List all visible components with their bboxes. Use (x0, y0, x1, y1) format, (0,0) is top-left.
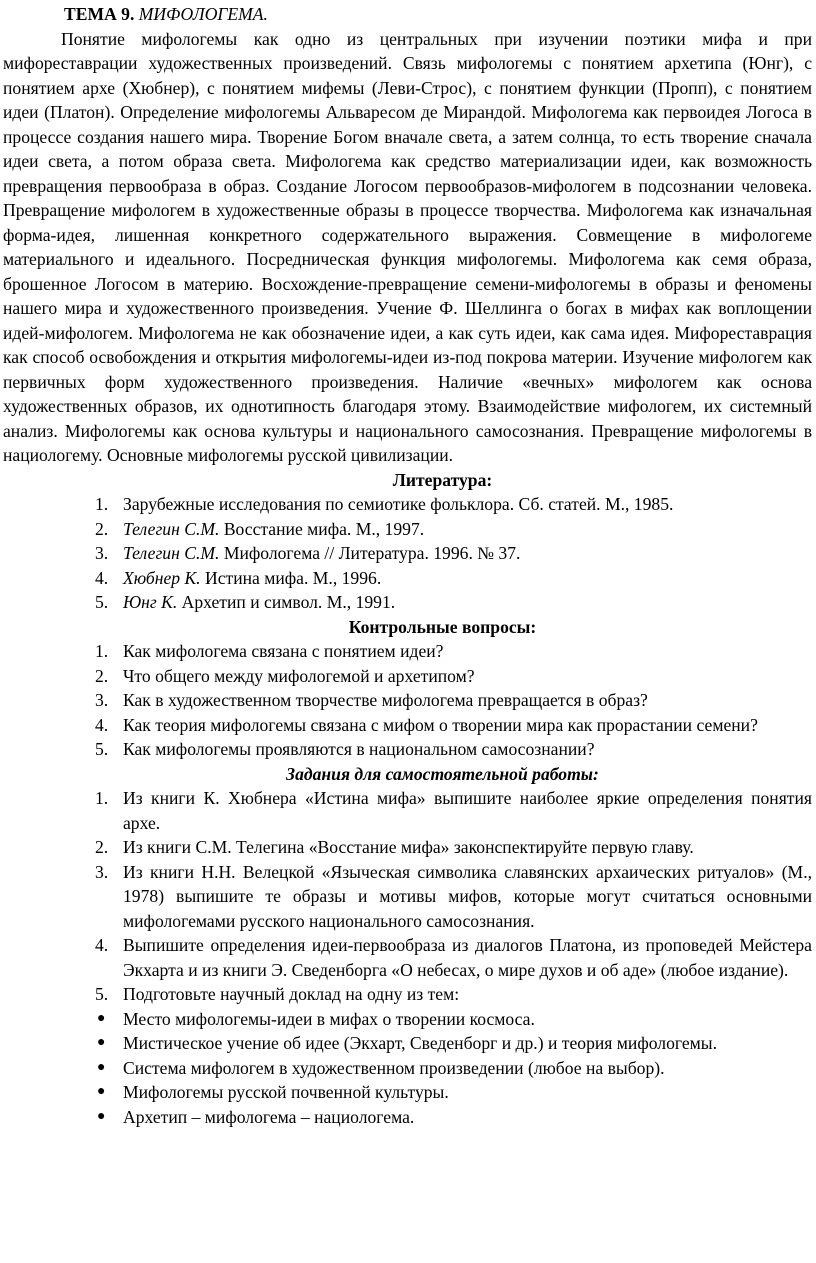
tasks-list (3, 786, 812, 1007)
report-topic-item: ● Место мифологемы-идеи в мифах о творении космоса. (3, 1007, 812, 1032)
literature-item: 3. Телегин С.М. Мифологема // Литература. 1996. № 37. (95, 543, 521, 563)
literature-item: 4. Хюбнер К. Истина мифа. М., 1996. (95, 567, 382, 588)
topic-title (64, 2, 812, 27)
report-topic-item: ● Мистическое учение об идее (Экхарт, Сведенборг и др.) и теория мифологемы. (3, 1031, 812, 1056)
intro-paragraph: Понятие мифологемы как одно из центральных при изучении поэтики мифа и при мифореставрации художественных произведений. Связь мифологемы с понятием архетипа (Юнг), с понятием архе (Хюбнер), с понятием мифемы (Леви-Строс), с понятием функции (Пропп), с понятием идеи (Платон). Определение мифологемы Альваресом де Мирандой. Мифологема как первоидея Логоса в процессе создания нашего мира. Творение Богом вначале света, а затем солнца, то есть творение сначала идеи света, а потом образа света. Мифологема как средство материализации идеи, как возможность превращения первообраза в образ. Создание Логосом первообразов-мифологем в подсознании человека. Превращение мифологем в художественные образы в процессе творчества. Мифологема как изначальная форма-идея, лишенная конкретного содержательного выражения. Совмещение в мифологеме материального и идеального. Посредническая функция мифологемы. Мифологема как семя образа, брошенное Логосом в материю. Восхождение-превращение семени-мифологемы в образы и феномены нашего мира и художественного произведения. Учение Ф. Шеллинга о богах в мифах как воплощении идей-мифологем. Мифологема не как обозначение идеи, а как суть идеи, как сама идея. Мифореставрация как способ освобождения и открытия мифологемы-идеи из-под покрова материи. Изучение мифологем как первичных форм художественного произведения. Наличие «вечных» мифологем как основа художественных образов, их однотипность благодаря этому. Взаимодействие мифологем, их системный анализ. Мифологемы как основа культуры и национального самосознания. Превращение мифологемы в нациологему. Основные мифологемы русской цивилизации. (3, 28, 812, 465)
bullet-icon: ● (97, 1108, 106, 1124)
literature-item: 5. Юнг К. Архетип и символ. М., 1991. (95, 592, 396, 612)
bullet-icon: ● (97, 1035, 106, 1050)
question-item: 2. Что общего между мифологемой и архетипом? (95, 665, 475, 686)
bullet-icon: ● (97, 1010, 106, 1026)
tasks-heading: Задания для самостоятельной работы: (286, 763, 599, 784)
task-item: 1. Из книги К. Хюбнера «Истина мифа» выпишите наиболее яркие определения понятия архе. (95, 788, 812, 833)
bullet-icon: ● (97, 1059, 106, 1075)
literature-item: 2. Телегин С.М. Восстание мифа. М., 1997. (95, 518, 425, 539)
literature-heading: Литература: (392, 469, 493, 490)
task-item: 5. Подготовьте научный доклад на одну из тем: (95, 984, 460, 1004)
task-item: 2. Из книги С.М. Телегина «Восстание мифа» законспектируйте первую главу. (95, 837, 694, 857)
task-item: 4. Выпишите определения идеи-первообраза из диалогов Платона, из проповедей Мейстера Экхарта и из книги Э. Сведенборга «О небесах, о мире духов и об аде» (любое издание). (95, 935, 812, 980)
question-item: 1. Как мифологема связана с понятием идеи? (95, 641, 444, 661)
topic-name: МИФОЛОГЕМА. (138, 4, 268, 24)
report-topic-item: ● Система мифологем в художественном произведении (любое на выбор). (3, 1056, 812, 1081)
report-topic-item: ● Мифологемы русской почвенной культуры. (3, 1080, 812, 1105)
report-topic-item: ● Архетип – мифологема – нациологема. (3, 1105, 812, 1130)
literature-list (3, 492, 812, 615)
questions-heading: Контрольные вопросы: (348, 616, 537, 637)
task-item: 3. Из книги Н.Н. Велецкой «Языческая символика славянских архаических ритуалов» (М., 1978) выпишите те образы и мотивы мифов, которые могут считаться основными мифологемами русского национального самосознания. (95, 861, 812, 931)
topic-label: ТЕМА 9. (64, 4, 135, 24)
question-item: 5. Как мифологемы проявляются в национальном самосознании? (95, 739, 595, 759)
question-item: 4. Как теория мифологемы связана с мифом о творении мира как прорастании семени? (95, 714, 758, 735)
question-item: 3. Как в художественном творчестве мифологема превращается в образ? (95, 690, 648, 710)
document-page (0, 2, 816, 1263)
questions-list (3, 639, 812, 762)
bullet-icon: ● (97, 1084, 106, 1099)
report-topics-list (3, 1007, 812, 1130)
literature-item: 1. Зарубежные исследования по семиотике фольклора. Сб. статей. М., 1985. (95, 494, 674, 514)
